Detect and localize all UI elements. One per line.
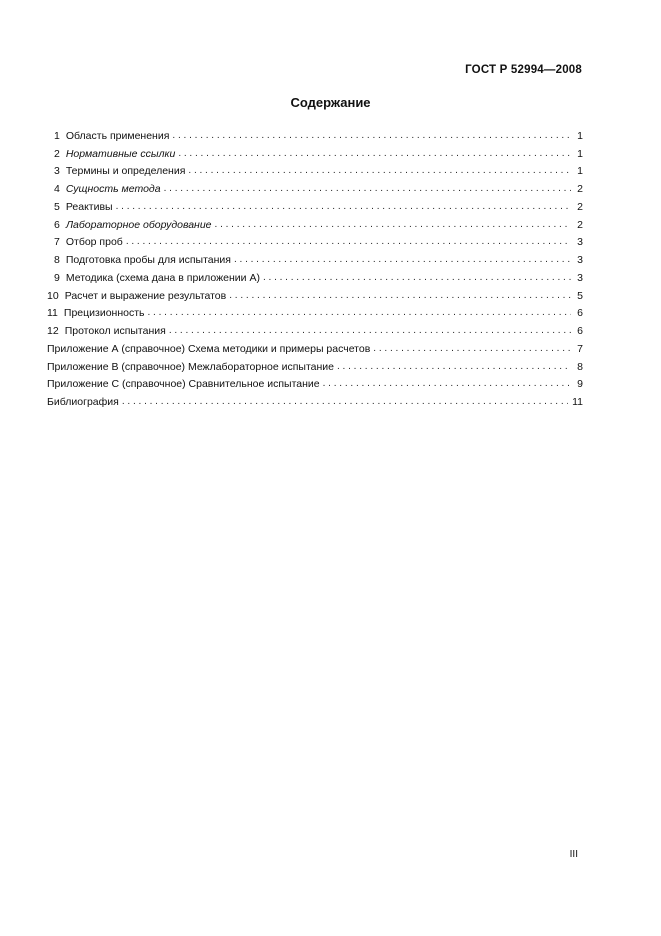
toc-entry[interactable] (47, 143, 583, 161)
toc-entry-title: Лабораторное оборудование (65, 218, 212, 231)
toc-entry[interactable] (47, 285, 583, 303)
toc-entry[interactable] (47, 320, 583, 338)
toc-title: Содержание (290, 95, 371, 110)
toc-entry-title: Приложение С (справочное) Сравнительное испытание (47, 378, 320, 391)
toc-entry[interactable] (47, 196, 583, 214)
toc-entry[interactable] (47, 267, 583, 285)
toc-entry-page: 1 (577, 165, 583, 178)
toc-entry[interactable] (47, 356, 583, 374)
toc-entry-number: 9 (54, 271, 60, 284)
toc-entry[interactable] (47, 338, 583, 356)
toc-entry-title: Отбор проб (65, 236, 123, 249)
toc-entry[interactable] (47, 391, 583, 409)
toc-dot-leader (323, 377, 571, 391)
toc-entry-number: 2 (54, 147, 60, 160)
toc-entry-title: Приложение А (справочное) Схема методики и примеры расчетов (47, 342, 371, 355)
toc-entry-page: 2 (577, 200, 583, 213)
toc-entry-title: Сущность метода (65, 183, 161, 195)
toc-entry-page: 11 (572, 396, 583, 408)
toc-entry-page: 3 (577, 236, 583, 249)
toc-entry-title: Термины и определения (65, 165, 186, 178)
toc-entry-number: 1 (54, 129, 60, 142)
toc-dot-leader (116, 200, 571, 214)
toc-entry-title: Библиография (47, 396, 119, 408)
toc-entry-page: 3 (577, 254, 583, 266)
toc-entry-number: 8 (54, 254, 60, 266)
toc-entry[interactable] (47, 232, 583, 250)
toc-dot-leader (126, 235, 571, 249)
toc-entry-title: Область применения (65, 129, 170, 142)
toc-entry-page: 1 (577, 129, 583, 142)
toc-dot-leader (263, 271, 571, 285)
toc-entry-number: 3 (54, 165, 60, 178)
toc-entry-title: Методика (схема дана в приложении А) (65, 271, 260, 284)
toc-entry-page: 2 (577, 183, 583, 195)
toc-dot-leader (178, 147, 571, 161)
toc-entry-page: 6 (577, 307, 583, 320)
document-code: ГОСТ Р 52994—2008 (465, 64, 582, 76)
toc-entry-page: 1 (577, 147, 583, 160)
toc-entry[interactable] (47, 374, 583, 392)
toc-dot-leader (337, 360, 571, 374)
toc-dot-leader (188, 164, 571, 178)
toc-entry-number: 7 (54, 236, 60, 249)
toc-entry-page: 7 (577, 342, 583, 355)
toc-entry-page: 6 (577, 325, 583, 337)
toc-dot-leader (122, 395, 568, 409)
toc-entry-title: Приложение В (справочное) Межлабораторное испытание (47, 360, 334, 373)
toc-entry-number: 12 (47, 325, 59, 337)
toc-dot-leader (215, 218, 571, 232)
toc-entry-page: 9 (577, 378, 583, 391)
toc-dot-leader (373, 342, 571, 356)
toc-entry-title: Протокол испытания (64, 325, 166, 337)
toc-entry-number: 10 (47, 289, 59, 302)
toc-entry-number: 6 (54, 218, 60, 231)
toc-entry[interactable] (47, 125, 583, 143)
toc-entry-page: 3 (577, 271, 583, 284)
toc-entry-title: Прецизионность (63, 307, 145, 320)
toc-entry[interactable] (47, 303, 583, 321)
toc-entry-title: Нормативные ссылки (65, 147, 176, 160)
toc-dot-leader (169, 324, 571, 338)
toc-entry-page: 8 (577, 360, 583, 373)
toc-entry[interactable] (47, 161, 583, 179)
toc-entry[interactable] (47, 178, 583, 196)
toc-entry-number: 5 (54, 200, 60, 213)
toc-entry-number: 11 (47, 307, 58, 320)
toc-dot-leader (229, 289, 571, 303)
toc-entry-number: 4 (54, 183, 60, 195)
toc-entry-title: Расчет и выражение результатов (64, 289, 227, 302)
toc-entry-title: Реактивы (65, 200, 113, 213)
toc-dot-leader (164, 182, 571, 196)
toc-entry-page: 2 (577, 218, 583, 231)
page-number: III (569, 849, 578, 860)
toc-entry[interactable] (47, 249, 583, 267)
toc-dot-leader (148, 306, 572, 320)
toc-dot-leader (172, 129, 571, 143)
toc-entry-page: 5 (577, 289, 583, 302)
toc-entry[interactable] (47, 214, 583, 232)
toc-entry-title: Подготовка пробы для испытания (65, 254, 231, 266)
table-of-contents (47, 125, 583, 409)
toc-dot-leader (234, 253, 571, 267)
